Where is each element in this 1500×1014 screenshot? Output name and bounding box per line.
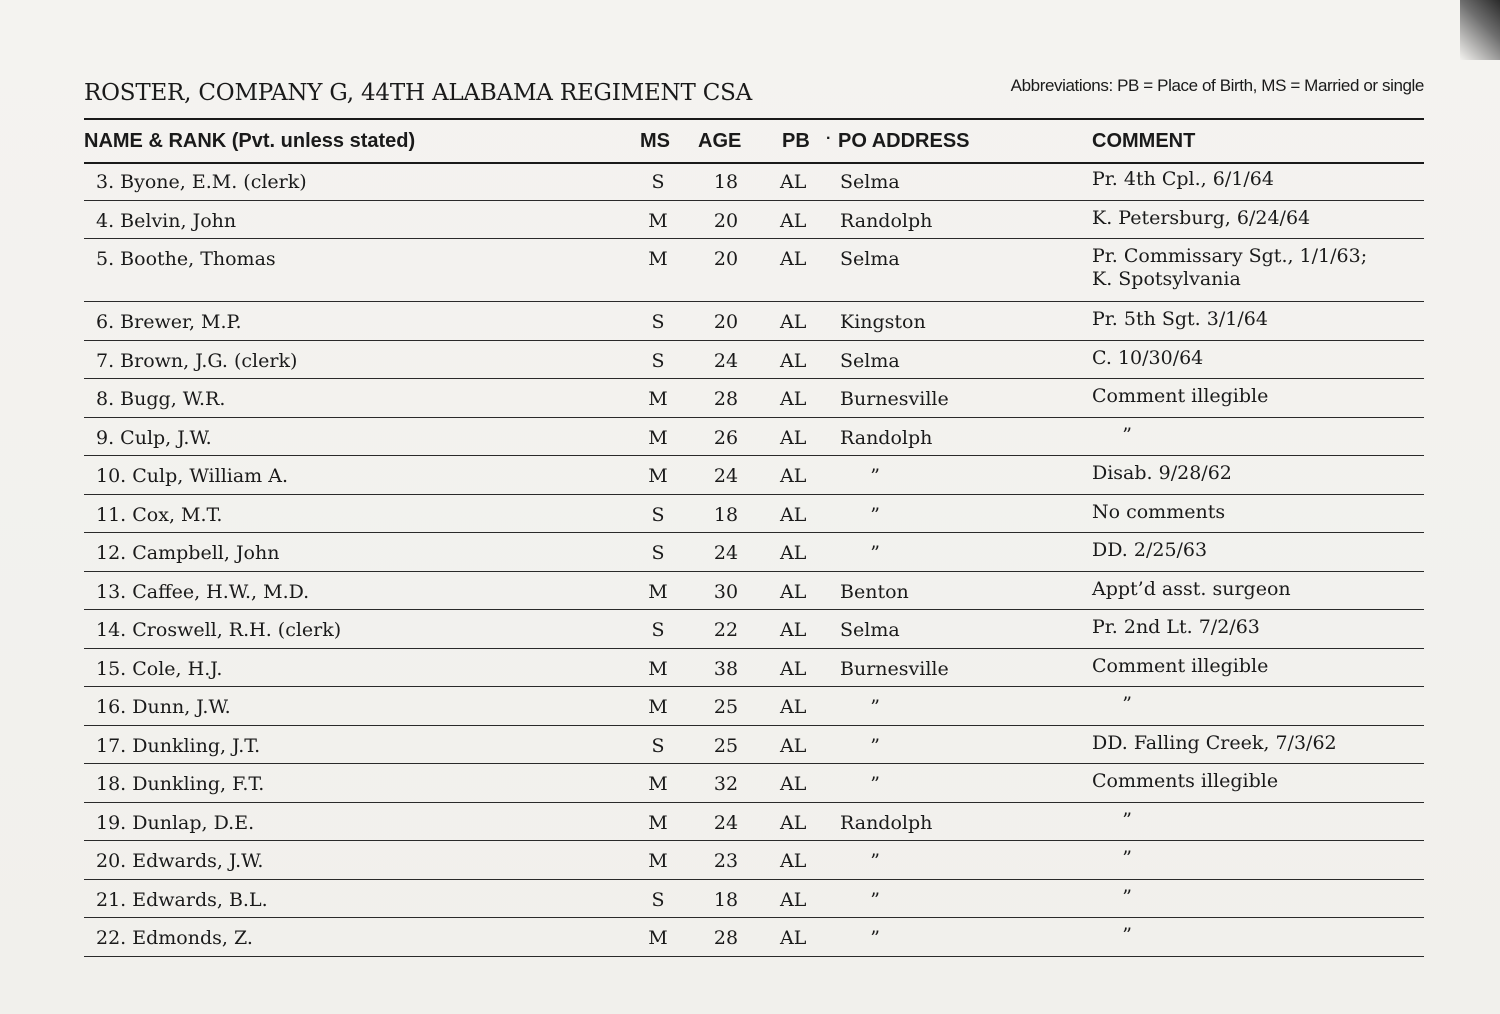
table-row — [84, 162, 1424, 201]
cell-po-address: ” — [840, 503, 880, 526]
cell-po-address: Randolph — [840, 209, 933, 232]
cell-name: 13. Caffee, H.W., M.D. — [96, 580, 310, 603]
comment-line-1: ” — [1092, 808, 1132, 831]
cell-name: 9. Culp, J.W. — [96, 426, 212, 449]
cell-po-address: Benton — [840, 580, 909, 603]
cell-po-address: ” — [840, 465, 880, 487]
cell-name: 16. Dunn, J.W. — [96, 696, 231, 718]
comment-line-1: ” — [1092, 423, 1132, 446]
cell-comment — [1092, 578, 1291, 601]
header-age: AGE — [698, 130, 742, 152]
cell-pb: AL — [780, 580, 807, 603]
cell-ms: M — [648, 580, 668, 603]
cell-po-address: ” — [840, 734, 880, 757]
cell-comment — [1092, 886, 1132, 909]
cell-ms: S — [651, 542, 665, 564]
cell-pb: AL — [780, 850, 807, 872]
cell-pb: AL — [780, 388, 807, 410]
cell-ms: M — [648, 388, 668, 410]
table-row — [84, 533, 1424, 572]
table-row — [84, 495, 1424, 534]
cell-age: 24 — [713, 542, 739, 564]
table-row — [84, 841, 1424, 880]
cell-ms: M — [648, 811, 668, 834]
table-row — [84, 649, 1424, 688]
cell-age: 22 — [713, 619, 739, 641]
roster-title: ROSTER, COMPANY G, 44TH ALABAMA REGIMENT CSA — [84, 80, 753, 106]
cell-comment — [1092, 168, 1274, 191]
cell-comment — [1092, 385, 1268, 408]
header-po-address: PO ADDRESS — [838, 130, 970, 152]
header-ms: MS — [640, 130, 670, 152]
comment-line-1: No comments — [1092, 500, 1226, 523]
cell-ms: M — [648, 465, 668, 487]
cell-po-address: Burnesville — [840, 388, 949, 410]
cell-comment — [1092, 924, 1132, 947]
table-row — [84, 379, 1424, 418]
cell-age: 38 — [713, 657, 739, 680]
cell-pb: AL — [780, 503, 807, 526]
cell-po-address: ” — [840, 888, 880, 911]
comment-line-1: DD. Falling Creek, 7/3/62 — [1092, 731, 1337, 754]
comment-line-2: K. Spotsylvania — [1092, 268, 1241, 290]
table-row — [84, 572, 1424, 611]
cell-pb: AL — [780, 209, 807, 232]
cell-ms: M — [648, 248, 668, 270]
cell-ms: S — [651, 734, 665, 757]
cell-po-address: Selma — [840, 171, 900, 193]
cell-comment — [1092, 539, 1207, 562]
cell-pb: AL — [780, 349, 807, 372]
comment-line-1: Comments illegible — [1092, 770, 1279, 792]
table-header — [84, 120, 1424, 164]
comment-line-1: Appt’d asst. surgeon — [1092, 577, 1291, 600]
cell-name: 22. Edmonds, Z. — [96, 927, 253, 949]
cell-ms: S — [651, 503, 665, 526]
cell-ms: M — [648, 209, 668, 232]
cell-age: 24 — [713, 349, 739, 372]
cell-ms: S — [651, 171, 665, 193]
cell-po-address: ” — [840, 696, 880, 718]
table-row — [84, 302, 1424, 341]
cell-comment — [1092, 732, 1337, 755]
cell-pb: AL — [780, 311, 807, 333]
table-row — [84, 341, 1424, 380]
cell-comment — [1092, 501, 1225, 524]
cell-name: 14. Croswell, R.H. (clerk) — [96, 619, 342, 641]
cell-po-address: Selma — [840, 619, 900, 641]
cell-pb: AL — [780, 888, 807, 911]
cell-pb: AL — [780, 773, 807, 795]
cell-name: 15. Cole, H.J. — [96, 657, 223, 680]
cell-comment — [1092, 462, 1232, 485]
cell-age: 28 — [713, 388, 739, 410]
comment-line-1: Pr. 5th Sgt. 3/1/64 — [1092, 308, 1268, 330]
cell-ms: S — [651, 311, 665, 333]
comment-line-1: ” — [1092, 693, 1132, 715]
cell-ms: M — [648, 927, 668, 949]
cell-age: 20 — [713, 248, 739, 270]
table-row — [84, 687, 1424, 726]
cell-pb: AL — [780, 426, 807, 449]
abbreviations-note: Abbreviations: PB = Place of Birth, MS = Married or single — [1010, 76, 1424, 95]
table-row — [84, 726, 1424, 765]
cell-age: 25 — [713, 734, 739, 757]
cell-name: 20. Edwards, J.W. — [96, 850, 264, 872]
cell-po-address: Kingston — [840, 311, 926, 333]
cell-po-address: ” — [840, 773, 880, 795]
cell-comment — [1092, 424, 1132, 447]
table-row — [84, 239, 1424, 302]
cell-comment — [1092, 809, 1132, 832]
cell-po-address: ” — [840, 850, 880, 872]
cell-po-address: Randolph — [840, 426, 933, 449]
cell-ms: S — [651, 888, 665, 911]
page-corner-shadow — [1460, 0, 1500, 60]
cell-comment — [1092, 655, 1268, 678]
cell-age: 20 — [713, 311, 739, 333]
comment-line-1: Pr. 4th Cpl., 6/1/64 — [1092, 168, 1274, 190]
cell-pb: AL — [780, 927, 807, 949]
cell-age: 24 — [713, 811, 739, 834]
cell-comment — [1092, 207, 1310, 230]
cell-comment — [1092, 770, 1278, 793]
cell-age: 24 — [713, 465, 739, 487]
header-name: NAME & RANK (Pvt. unless stated) — [84, 130, 416, 152]
cell-name: 3. Byone, E.M. (clerk) — [96, 171, 307, 193]
cell-name: 4. Belvin, John — [96, 209, 237, 232]
comment-line-1: Disab. 9/28/62 — [1092, 462, 1232, 484]
cell-name: 10. Culp, William A. — [96, 465, 288, 487]
cell-name: 5. Boothe, Thomas — [96, 248, 276, 270]
cell-age: 18 — [713, 171, 739, 193]
table-row — [84, 918, 1424, 957]
table-row — [84, 418, 1424, 457]
comment-line-1: Pr. Commissary Sgt., 1/1/63; — [1092, 245, 1368, 267]
table-row — [84, 880, 1424, 919]
cell-name: 18. Dunkling, F.T. — [96, 773, 265, 795]
cell-name: 11. Cox, M.T. — [96, 503, 223, 526]
cell-ms: M — [648, 696, 668, 718]
cell-age: 26 — [713, 426, 739, 449]
cell-age: 28 — [713, 927, 739, 949]
cell-pb: AL — [780, 619, 807, 641]
cell-comment — [1092, 847, 1132, 870]
cell-pb: AL — [780, 696, 807, 718]
cell-pb: AL — [780, 734, 807, 757]
comment-line-1: ” — [1092, 847, 1132, 869]
cell-ms: S — [651, 349, 665, 372]
table-row — [84, 803, 1424, 842]
cell-ms: S — [651, 619, 665, 641]
cell-ms: M — [648, 850, 668, 872]
cell-age: 18 — [713, 888, 739, 911]
cell-po-address: Burnesville — [840, 657, 949, 680]
cell-age: 18 — [713, 503, 739, 526]
cell-name: 8. Bugg, W.R. — [96, 388, 226, 410]
cell-pb: AL — [780, 811, 807, 834]
cell-comment — [1092, 347, 1203, 370]
cell-age: 23 — [713, 850, 739, 872]
cell-comment — [1092, 245, 1367, 291]
cell-name: 7. Brown, J.G. (clerk) — [96, 349, 298, 372]
cell-po-address: ” — [840, 927, 880, 949]
cell-pb: AL — [780, 465, 807, 487]
cell-age: 20 — [713, 209, 739, 232]
cell-name: 6. Brewer, M.P. — [96, 311, 242, 333]
comment-line-1: DD. 2/25/63 — [1092, 539, 1208, 561]
table-row — [84, 456, 1424, 495]
cell-comment — [1092, 616, 1260, 639]
cell-pb: AL — [780, 171, 807, 193]
cell-comment — [1092, 693, 1132, 716]
table-row — [84, 764, 1424, 803]
cell-po-address: Randolph — [840, 811, 933, 834]
cell-pb: AL — [780, 542, 807, 564]
table-row — [84, 610, 1424, 649]
cell-name: 17. Dunkling, J.T. — [96, 734, 261, 757]
roster-table-body — [84, 162, 1424, 957]
cell-pb: AL — [780, 248, 807, 270]
cell-comment — [1092, 308, 1268, 331]
cell-name: 12. Campbell, John — [96, 542, 280, 564]
cell-name: 19. Dunlap, D.E. — [96, 811, 255, 834]
cell-age: 25 — [713, 696, 739, 718]
table-row — [84, 201, 1424, 240]
comment-line-1: Comment illegible — [1092, 654, 1269, 677]
cell-pb: AL — [780, 657, 807, 680]
header-pb: PB — [782, 130, 810, 152]
cell-name: 21. Edwards, B.L. — [96, 888, 268, 911]
cell-age: 30 — [713, 580, 739, 603]
header-separator-dot: · — [826, 130, 832, 147]
comment-line-1: ” — [1092, 885, 1132, 908]
cell-po-address: ” — [840, 542, 880, 564]
comment-line-1: Comment illegible — [1092, 385, 1269, 407]
comment-line-1: Pr. 2nd Lt. 7/2/63 — [1092, 616, 1260, 638]
cell-po-address: Selma — [840, 248, 900, 270]
cell-po-address: Selma — [840, 349, 900, 372]
cell-ms: M — [648, 773, 668, 795]
comment-line-1: K. Petersburg, 6/24/64 — [1092, 206, 1311, 229]
comment-line-1: C. 10/30/64 — [1092, 346, 1204, 369]
header-comment: COMMENT — [1092, 130, 1196, 152]
cell-ms: M — [648, 657, 668, 680]
comment-line-1: ” — [1092, 924, 1132, 946]
cell-age: 32 — [713, 773, 739, 795]
cell-ms: M — [648, 426, 668, 449]
